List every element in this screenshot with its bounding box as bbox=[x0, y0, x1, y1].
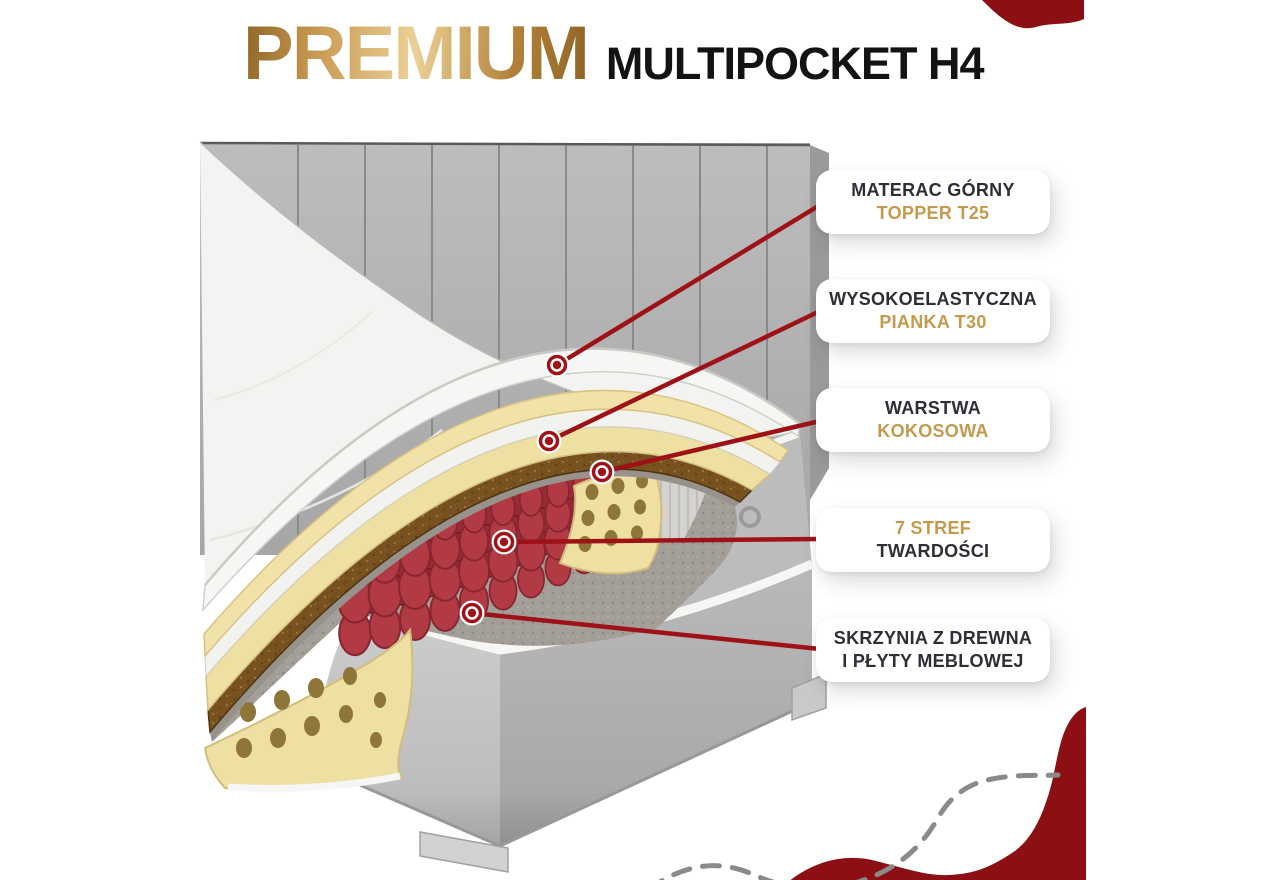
callout-zones-line1: 7 STREF bbox=[894, 517, 972, 538]
marker-foam bbox=[537, 429, 562, 454]
callout-topper bbox=[816, 170, 1050, 234]
callout-foam-line1: WYSOKOELASTYCZNA bbox=[829, 288, 1037, 309]
marker-zones bbox=[492, 530, 517, 555]
model-title: MULTIPOCKET H4 bbox=[605, 38, 984, 89]
callout-box-line2: I PŁYTY MEBLOWEJ bbox=[842, 651, 1024, 671]
callout-coconut-line2: KOKOSOWA bbox=[877, 421, 989, 441]
callout-coconut bbox=[816, 388, 1050, 452]
callout-foam bbox=[816, 279, 1050, 343]
marker-topper bbox=[545, 353, 570, 378]
corner-blob-bottom-right bbox=[788, 707, 1086, 880]
callout-zones bbox=[816, 508, 1050, 572]
corner-blob-top-right bbox=[982, 0, 1084, 28]
callout-topper-line2: TOPPER T25 bbox=[876, 203, 990, 223]
callout-foam-line2: PIANKA T30 bbox=[879, 312, 987, 332]
callout-topper-line1: MATERAC GÓRNY bbox=[851, 179, 1015, 200]
callout-box bbox=[816, 618, 1050, 682]
marker-coconut bbox=[590, 460, 615, 485]
callout-box-line1: SKRZYNIA Z DREWNA bbox=[833, 627, 1033, 648]
marker-box bbox=[460, 601, 485, 626]
leader-line-zones bbox=[504, 539, 820, 542]
page-title bbox=[243, 11, 984, 96]
brand-title: PREMIUM bbox=[243, 11, 588, 96]
callout-zones-line2: TWARDOŚCI bbox=[876, 541, 990, 561]
callout-coconut-line1: WARSTWA bbox=[884, 397, 982, 418]
